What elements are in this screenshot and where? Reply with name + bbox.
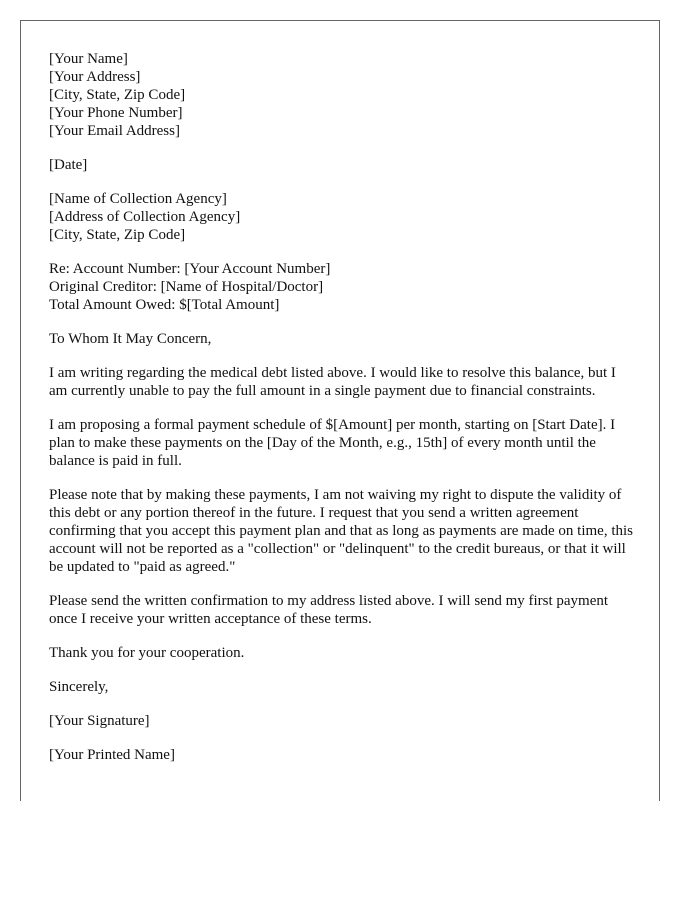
body-paragraph: Please note that by making these payments, I am not waiving my right to dispute the validity of this debt or any portion thereof in the future. I request that you send a written agreement confirming that you accept this payment plan and that as long as payments are made on time, this account will not be reported as a "collection" or "delinquent" to the credit bureaus, or that it will be updated to "paid as agreed." <box>49 487 634 575</box>
sender-address: [Your Address] <box>49 69 141 85</box>
recipient-block <box>49 190 633 244</box>
reference-block <box>49 260 633 314</box>
closing: Sincerely, <box>49 679 109 695</box>
sender-city-state-zip: [City, State, Zip Code] <box>49 87 186 103</box>
letter-page <box>20 20 660 801</box>
recipient-city-state-zip: [City, State, Zip Code] <box>49 227 186 243</box>
printed-name: [Your Printed Name] <box>49 747 175 763</box>
recipient-address: [Address of Collection Agency] <box>49 209 241 225</box>
sender-name: [Your Name] <box>49 51 128 67</box>
reference-account: Re: Account Number: [Your Account Number] <box>49 261 331 277</box>
letter-body <box>49 50 633 780</box>
letter-date: [Date] <box>49 157 88 173</box>
date-block <box>49 156 633 174</box>
reference-creditor: Original Creditor: [Name of Hospital/Doctor] <box>49 279 324 295</box>
body-paragraph: I am proposing a formal payment schedule of $[Amount] per month, starting on [Start Date]. I plan to make these payments on the [Day of the Month, e.g., 15th] of every month until the balance is paid in full. <box>49 417 616 469</box>
reference-amount: Total Amount Owed: $[Total Amount] <box>49 297 280 313</box>
body-paragraph: Thank you for your cooperation. <box>49 645 245 661</box>
sender-block <box>49 50 633 140</box>
signature-placeholder: [Your Signature] <box>49 713 150 729</box>
sender-phone: [Your Phone Number] <box>49 105 183 121</box>
sender-email: [Your Email Address] <box>49 123 180 139</box>
recipient-name: [Name of Collection Agency] <box>49 191 227 207</box>
body-paragraph: Please send the written confirmation to my address listed above. I will send my first payment once I receive your written acceptance of these terms. <box>49 593 609 627</box>
salutation: To Whom It May Concern, <box>49 331 212 347</box>
body-paragraph: I am writing regarding the medical debt listed above. I would like to resolve this balance, but I am currently unable to pay the full amount in a single payment due to financial constraints. <box>49 365 616 399</box>
